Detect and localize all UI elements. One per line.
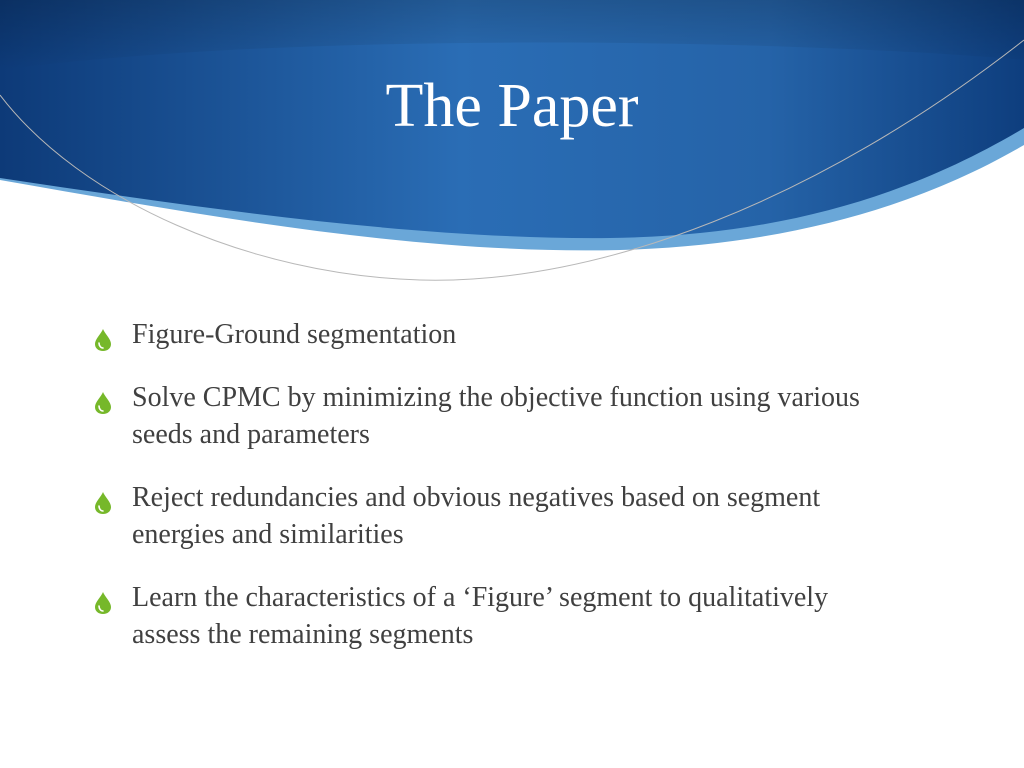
list-item [92, 479, 892, 553]
header-wave-background [0, 0, 1024, 300]
list-item [92, 579, 892, 653]
bullet-text: Solve CPMC by minimizing the objective function using various seeds and parameters [132, 382, 860, 450]
droplet-icon [92, 591, 114, 615]
bullet-text: Reject redundancies and obvious negatives based on segment energies and similarities [132, 482, 821, 550]
list-item [92, 379, 892, 453]
droplet-icon [92, 328, 114, 352]
droplet-icon [92, 391, 114, 415]
bullet-list [92, 316, 892, 679]
droplet-icon [92, 491, 114, 515]
list-item [92, 316, 892, 353]
slide-title: The Paper [385, 72, 639, 140]
bullet-text: Figure-Ground segmentation [132, 319, 457, 350]
bullet-text: Learn the characteristics of a ‘Figure’ segment to qualitatively assess the remaining segments [132, 582, 829, 650]
